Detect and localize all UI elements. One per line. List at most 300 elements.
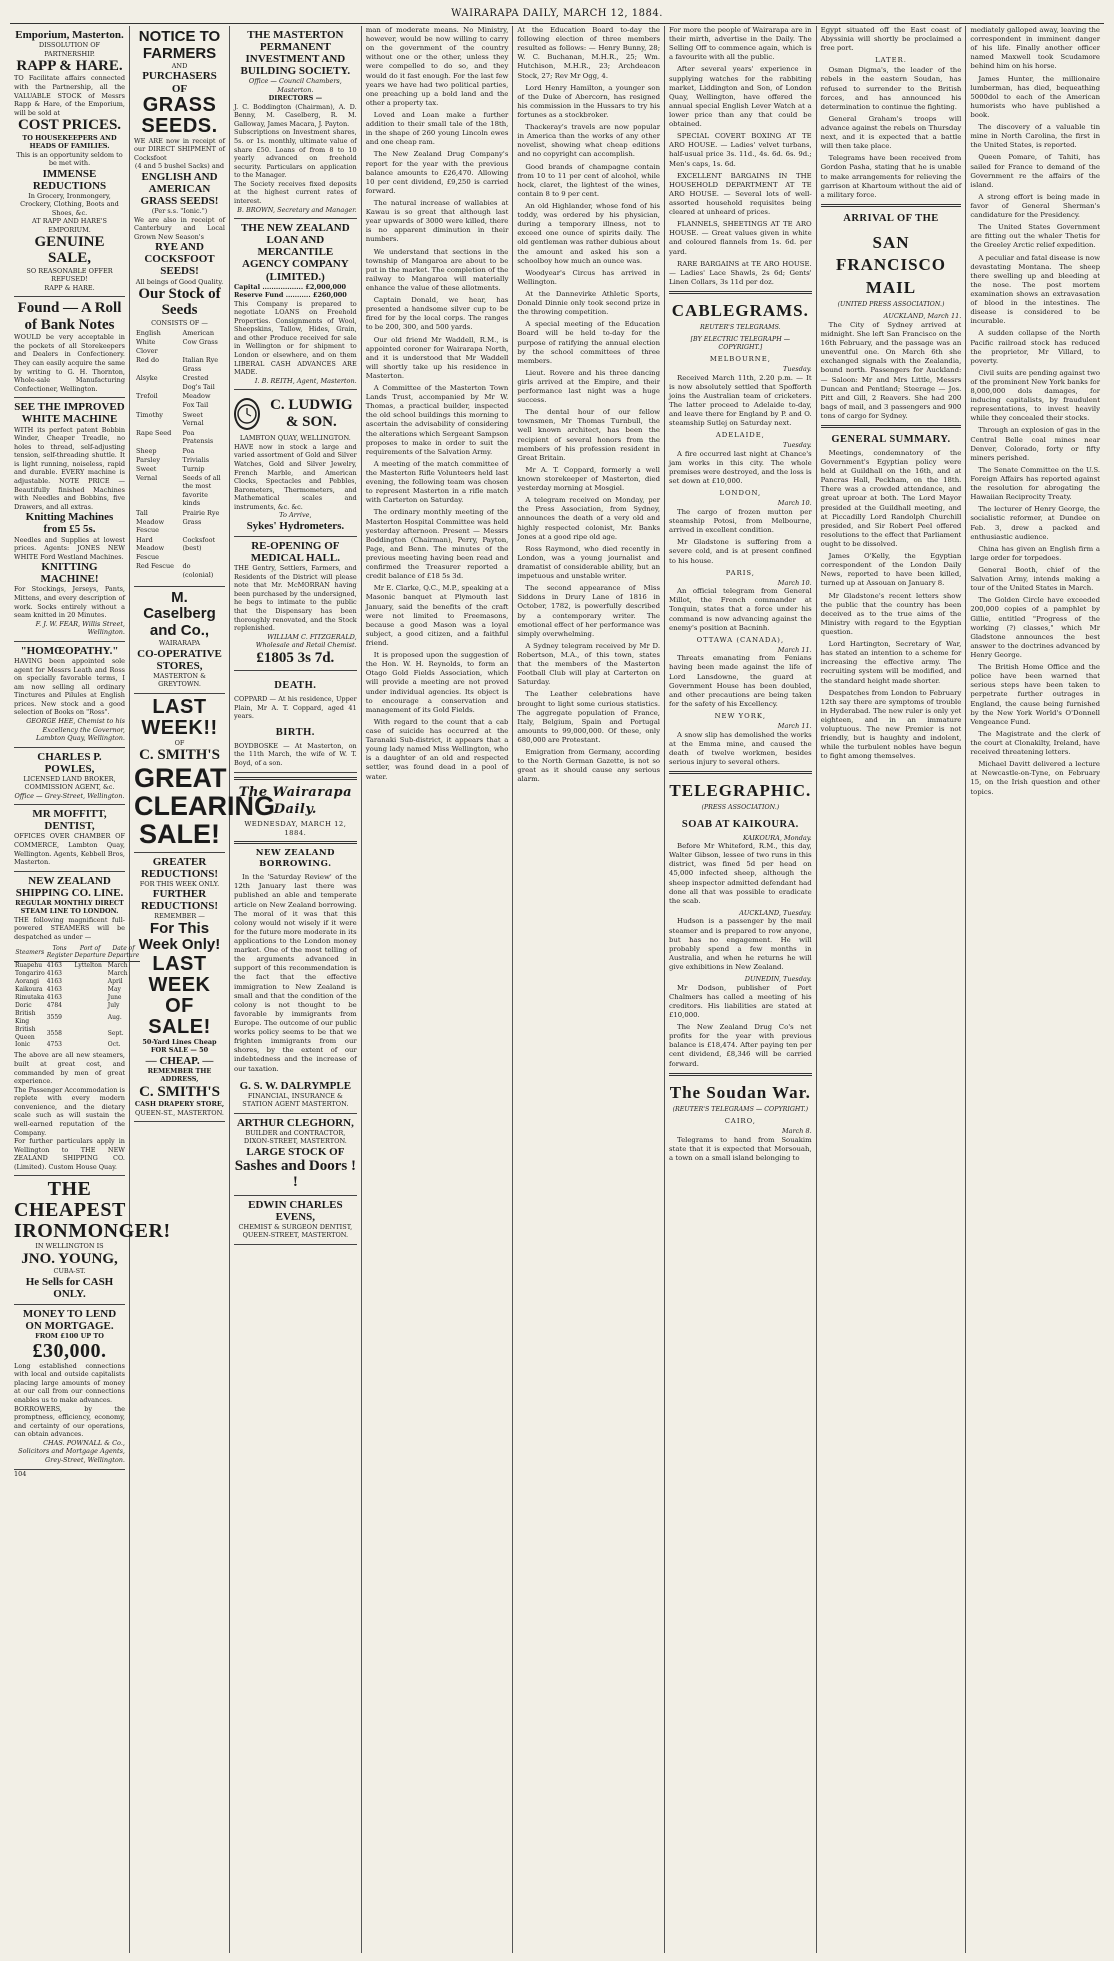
page-header xyxy=(10,8,1104,24)
london-date: March 10. xyxy=(777,499,812,508)
cairo-body: Telegrams to hand from Souakim state that it is expected that Morsouah, a town on a small island belonging to xyxy=(669,1135,812,1163)
news-para: A Committee of the Masterton Town Lands Trust, accompanied by Mr W. Thomas, a practical builder, inspected the old school buildings this morning to ascertain the advisability of considering the alterations which Sergeant Sampson proposes to make in order to suit the requirements of the Salvation Army. xyxy=(365,384,509,456)
cash-drapery: CASH DRAPERY STORE, xyxy=(134,1100,225,1109)
news-para: Queen Pomare, of Tahiti, has sailed for France to demand of the Government re the affairs of the island. xyxy=(970,153,1101,189)
adelaide: ADELAIDE, xyxy=(715,431,765,440)
jno-young: JNO. YOUNG, xyxy=(21,1250,118,1267)
column-2 xyxy=(130,26,275,1953)
list-item: Sweet Vernal xyxy=(136,465,158,482)
cleghorn-title: ARTHUR CLEGHORN, xyxy=(236,1116,354,1129)
news-para: After several years' experience in supplying watches for the rabbiting market, Liddington and Son, of London Quay, Wellington, have offered the annual special English Lever Watch at a lower price than any that could be obtained. xyxy=(669,65,812,129)
gs-body-3: Mr Gladstone's recent letters show the public that the country has been deceived as to the true aims of the Ministry with regard to the Egyptian question. xyxy=(820,591,962,637)
last-week: LAST WEEK!! xyxy=(141,695,218,739)
complete: We are also in receipt of Canterbury and Local Grown New Season's xyxy=(134,215,225,241)
table-cell: March xyxy=(107,962,128,970)
list-item: Italian Rye Grass xyxy=(182,356,219,373)
rye: RYE AND COCKSFOOT SEEDS! xyxy=(144,241,215,278)
table-cell xyxy=(73,1010,106,1026)
ludwig-to-arrive: To Arrive, xyxy=(279,511,312,520)
list-item: Poa Pratensis xyxy=(182,428,214,446)
news-para: A Sydney telegram received by Mr D. Robertson, M.A., of this town, states that the members of the Masterton Football Club will play at Carterton on Saturday. xyxy=(517,641,661,687)
dissolution: DISSOLUTION OF PARTNERSHIP. xyxy=(38,41,101,58)
ludwig-ad xyxy=(234,390,357,537)
th-date: Date of Departure xyxy=(107,944,140,962)
list-item: Trefoil xyxy=(136,392,158,401)
remnants: 50-Yard Lines Cheap FOR SALE — 50 xyxy=(142,1037,217,1055)
table-cell: April xyxy=(107,978,123,986)
young-ad xyxy=(14,1176,171,1305)
remember: REMEMBER — xyxy=(154,912,205,921)
cleghorn-sub: BUILDER and CONTRACTOR, DIXON-STREET, MASTERTON. xyxy=(243,1128,347,1146)
pear-sig: F. J. W. FEAR, Willis Street, Wellington. xyxy=(35,619,125,637)
list-item: Red Fescue xyxy=(136,562,174,571)
paris-body: An official telegram from General Millot, the French commander at Tonquin, states that a force under his command is now advancing against the enemy's position at Bacninh. xyxy=(669,587,812,632)
knitting-machine: KNITTING MACHINE! xyxy=(40,561,99,586)
list-item: Poa Trivialis xyxy=(182,446,210,464)
table-cell: 4163 xyxy=(46,986,62,994)
ottawa: OTTAWA (CANADA), xyxy=(696,635,785,644)
list-item: Hard Meadow Fescue xyxy=(136,535,165,561)
shipping-note: The above are all new steamers, built at great cost, and commanded by men of great experience. xyxy=(14,1051,125,1086)
news-para: The United States Government are fitting out the whaler Thetis for the Greeley Arctic relief expedition. xyxy=(970,223,1101,250)
column-7 xyxy=(817,26,967,1953)
news-para: Egypt situated off the East coast of Abyssinia will shortly be proclaimed a free port. xyxy=(820,26,962,53)
death-body: COPPARD — At his residence, Upper Plain, Mr A. T. Coppard, aged 41 years. xyxy=(234,695,357,721)
table-cell: July xyxy=(107,1001,120,1009)
nzlmc-body: This Company is prepared to negotiate LOANS on Freehold Properties. Consignments of Wool, Sheepskins, Tallow, Hides, Grain, and other Produce received for sale in Wellington or for shipment to London or elsewhere, and on them LIBERAL CASH ADVANCES ARE MADE. xyxy=(234,299,357,377)
adelaide-day: Tuesday. xyxy=(783,441,812,450)
rapp-hare-sig: RAPP & HARE. xyxy=(44,283,95,292)
melbourne-body: Received March 11th, 2.20 p.m. — It is now absolutely settled that Spofforth joins the Australian team of cricketers. The latter proceed to Adelaide to-day, and leave there for England by P. and O. steamship Sutlej on Saturday next. xyxy=(669,373,812,428)
pbi-sig: B. BROWN, Secretary and Manager. xyxy=(237,205,357,214)
news-para: With regard to the count that a cab case of suicide has occurred at the Taranaki Sub-district, it appears that a young lady named Miss Wellington, who is a daughter of an old and respected settler, was found dead in a pool of water. xyxy=(365,717,509,781)
powles-sub: LICENSED LAND BROKER, COMMISSION AGENT, &c. xyxy=(23,774,116,792)
sykes: Sykes' Hydrometers. xyxy=(246,519,345,532)
column-6 xyxy=(665,26,817,1953)
london: LONDON, xyxy=(719,489,762,498)
cheap: — CHEAP. — xyxy=(145,1054,214,1067)
cocksfoot-note: (4 and 5 bushel Sacks) and xyxy=(134,162,225,171)
seed-list xyxy=(134,327,225,581)
money-title: MONEY TO LEND ON MORTGAGE. xyxy=(22,1308,117,1333)
list-item: Meadow Fox Tail xyxy=(182,392,211,410)
shipping-passenger: The Passenger Accommodation is replete with every modern convenience, and the dietary scale such as will sustain the well-earned reputation of the Company. xyxy=(14,1085,125,1137)
table-cell: Ionic xyxy=(15,1041,31,1049)
table-cell: Ruapehu xyxy=(15,962,43,970)
borrowers: BORROWERS, by the promptness, efficiency, economy, and certainty of our operations, can obtain advances. xyxy=(14,1404,125,1439)
notice-farmers-ad xyxy=(134,26,225,587)
notice-title: NOTICE TO FARMERS xyxy=(138,28,221,62)
powles-ad xyxy=(14,748,125,806)
capital: Capital .................. £2,000,000 xyxy=(234,282,347,291)
table-row xyxy=(14,1041,140,1049)
moffitt-body: OFFICES OVER CHAMBER OF COMMERCE, Lambton Quay, Wellington. Agents, Kebbell Bros, Masterton. xyxy=(14,832,125,867)
table-row xyxy=(14,986,140,994)
clearing: CLEARING xyxy=(134,790,275,821)
notices xyxy=(234,671,357,772)
and: AND xyxy=(171,62,188,70)
homoeopathy-ad xyxy=(14,642,125,748)
nzlmc-title: THE NEW ZEALAND LOAN AND MERCANTILE AGENCY COMPANY (LIMITED.) xyxy=(241,222,350,283)
list-item: Tall Meadow Fescue xyxy=(136,508,165,535)
ludwig-title: C. LUDWIG & SON. xyxy=(270,397,353,430)
cooperative: CO-OPERATIVE STORES, xyxy=(137,647,222,672)
table-cell: 4163 xyxy=(46,962,62,970)
purchasers: PURCHASERS OF xyxy=(142,70,217,95)
news-para: For more the people of Wairarapa are in their mirth, advertise in the Daily. The Selling Off to commence again, which is a favourite with all the public. xyxy=(669,26,812,62)
news-para: At the Dannevirke Athletic Sports, Donald Dinnie only took second prize in the throwing competition. xyxy=(517,289,661,317)
table-cell: Doric xyxy=(15,1001,32,1009)
immense-body: In Grocery, Ironmongery, Crockery, Clothing, Boots and Shoes, &c. xyxy=(20,191,119,217)
table-cell: British Queen xyxy=(15,1025,36,1041)
news-para: RARE BARGAINS at TE ARO HOUSE. — Ladies' Lace Shawls, 2s 6d; Gents' Linen Collars, 3s 11d per doz. xyxy=(669,259,812,286)
queen-st: QUEEN-ST., MASTERTON. xyxy=(135,1108,224,1117)
paris: PARIS, xyxy=(725,568,755,577)
cairo-date: March 8. xyxy=(781,1127,812,1136)
dalrymple-ad xyxy=(234,1077,357,1114)
news-para: Good brands of champagne contain from 10 to 11 per cent of alcohol, while hock, claret, the lightest of the wines, contain 8 to 9 per cent. xyxy=(517,162,661,198)
general-summary: GENERAL SUMMARY. xyxy=(831,434,951,446)
dunedin-body-2: The New Zealand Drug Co's net profits for the year with previous balance is £18,474. After paying ten per cent dividend, £8,346 will be carried forward. xyxy=(669,1023,812,1068)
th-tons: Tons Register xyxy=(46,944,74,962)
column-5 xyxy=(513,26,665,1953)
news-para: The New Zealand Drug Company's report for the year with the previous balance amounts to £26,470. Allowing 10 per cent dividend, £9,250 is carried forward. xyxy=(365,150,509,195)
table-cell: 4784 xyxy=(46,1001,62,1009)
table-row xyxy=(14,1026,140,1042)
new-york-date: March 11. xyxy=(777,721,812,730)
gs-body-5: Despatches from London to February 12th say there are symptoms of trouble in Hyderabad. The new ruler is only yet eighteen, and in an immature voluptuous. The new Premier is not friendly, but is haughty and indolent, while the turbulent nobles have begun to fight among themselves. xyxy=(820,688,962,761)
per-ss: (Per s.s. "Ionic.") xyxy=(151,207,208,216)
table-cell: March xyxy=(107,970,128,978)
editorial-body: In the 'Saturday Review' of the 12th January last there was published an able and temperate article on New Zealand borrowing. The moral of it was that this colony would not wisely if it were for the future more moderate in its applications to the London money market. One of the most telling of the arguments advanced in support of this recommendation is the fact that the effective immigration to New Zealand is small and that the condition of the colony is not thought to be favorable by immigrants from Europe. The outcome of our public works policy seems to be that we frighten immigrants from our shores, by the extent of our indebtedness and the increase of our taxation. xyxy=(234,873,357,1073)
london-body: The cargo of frozen mutton per steamship Potosi, from Melbourne, arrived in excellent condition. xyxy=(669,508,812,535)
table-cell xyxy=(73,970,106,978)
news-para: Lord Henry Hamilton, a younger son of the Duke of Abercorn, has resigned his commission in the Hussars to try his fortunes as a stockbroker. xyxy=(517,83,661,119)
news-para: Michael Davitt delivered a lecture at Newcastle-on-Tyne, on February 15, on the Irish question and other topics. xyxy=(970,760,1101,796)
news-para: We understand that sections in the township of Mangaroa are about to be put in the market. The completion of the railway to Mangaroa will materially enhance the value of these allotments. xyxy=(365,247,509,292)
money-body: Long established connections with local and outside capitalists placing large amounts of money at our call from our connections enables us to make advances. xyxy=(14,1361,125,1404)
paper-date: WEDNESDAY, MARCH 12, 1884. xyxy=(244,819,347,837)
cablegrams-title: CABLEGRAMS. xyxy=(671,300,809,320)
news-para: The Golden Circle have exceeded 200,000 copies of a pamphlet by Gillie, entitled "Progress of the working (?) classes," which Mr Gladstone announces the best answer to the doctrines advanced by Henry George. xyxy=(970,596,1101,659)
caselberg-loc: MASTERTON & GREYTOWN. xyxy=(153,671,206,689)
ottawa-body: Threats emanating from Fenians having been made against the life of Lord Lansdowne, the guard at Government House has been doubled, and other precautions are being taken for the safety of his Excellency. xyxy=(669,654,812,708)
all-kinds: All beings of Good Quality. xyxy=(135,277,224,286)
kaikoura: KAIKOURA, Monday. xyxy=(742,833,812,842)
news-para: China has given an English firm a large order for torpedoes. xyxy=(970,544,1101,562)
rapp-body: TO Facilitate affairs connected with the Partnership, all the VALUABLE STOCK of Messrs Rapp & Hare, of the Emporium, will be sold at xyxy=(14,74,125,117)
consists: CONSISTS OF — xyxy=(151,318,208,327)
shipping-direct: REGULAR MONTHLY DIRECT STEAM LINE TO LONDON. xyxy=(15,898,124,916)
cairo: CAIRO, xyxy=(724,1117,756,1126)
cheapest: THE CHEAPEST IRONMONGER! xyxy=(14,1178,171,1243)
th-steamers: Steamers xyxy=(14,944,46,962)
news-para: EXCELLENT BARGAINS IN THE HOUSEHOLD DEPARTMENT AT TE ARO HOUSE. — Several lots of well-assorted household requisites being cleared at unheard of prices. xyxy=(669,171,812,217)
auckland: AUCKLAND, Tuesday. xyxy=(739,908,812,917)
soudan-sub: (REUTER'S TELEGRAMS — COPYRIGHT.) xyxy=(672,1106,809,1114)
death-title: DEATH. xyxy=(274,680,317,692)
gladstone: Mr Gladstone is suffering from a severe cold, and is at present confined to his house. xyxy=(669,538,812,565)
sale: SALE! xyxy=(139,819,220,850)
knitting-body: Needles and Supplies at lowest prices. Agents: JONES NEW WHITE Ford Westland Machines. xyxy=(14,535,125,561)
gs-body-4: Lord Hartington, Secretary of War, has stated an intention to a scheme for increasing the effective army. The recruiting system will be modified, and the standard height made shorter. xyxy=(820,640,962,685)
edwin-title: EDWIN CHARLES EVENS, xyxy=(248,1198,343,1223)
found-ad xyxy=(14,297,125,398)
caselberg-ad xyxy=(134,587,225,694)
table-cell: 3559 xyxy=(46,1013,62,1021)
powles-office: Office — Grey-Street, Wellington. xyxy=(14,791,125,800)
sashes: Sashes and Doors ! ! xyxy=(234,1157,356,1191)
melbourne-day: Tuesday. xyxy=(783,365,812,374)
news-para: James Hunter, the millionaire lumberman, has died, bequeathing 5000dol to each of the American humorists who have published a book. xyxy=(970,74,1101,119)
homoeopathy-sig: GEORGE HEE, Chemist to his Excellency the Governor, Lambton Quay, Wellington. xyxy=(26,717,125,743)
sf-arrival: ARRIVAL OF THE xyxy=(843,212,939,224)
news-para: A telegram received on Monday, per the Press Association, from Sydney, announces the death of a very old and highly respected colonist, Mr. Banks Jones at a good ripe old age. xyxy=(517,496,661,541)
list-item: Turnip Seeds of all the most favorite kinds xyxy=(182,465,221,508)
news-para: man of moderate means. No Ministry, however, would be now willing to carry on the government of the country without one or the other, unless they were compelled to do so, and they would do it fast enough. For the last few years we have had two political parties, one preaching up a bold land and the other a property tax. xyxy=(365,26,509,107)
news-para: A strong effort is being made in favor of General Sherman's candidature for the Presidency. xyxy=(970,192,1101,220)
paper-name: The Wairarapa Daily. xyxy=(238,784,352,817)
medical-body: THE Gentry, Settlers, Farmers, and Residents of the District will please note that Mr. McMORRAN having been purchased by the undersigned, he begs to intimate to the public that the Dispensary has been thoroughly renovated, and the Stock replenished. xyxy=(234,564,357,633)
of-sale: OF SALE! xyxy=(148,994,211,1038)
rapp-hare-ad xyxy=(14,26,125,297)
news-para: The dental hour of our fellow townsmen, Mr Thomas Turnbull, the well known architect, has been the recipient of several honors from the members of his profession resident in Great Britain. xyxy=(517,408,661,462)
ludwig-logo xyxy=(234,393,357,434)
ludwig-body: HAVE now in stock a large and varied assortment of Gold and Silver Watches, Gold and Silver Jewelry, French Marble, and American Clocks, Spectacles and Pebbles, Barometers, Thermometers, and Mathematical scales and instruments, &c. &c. xyxy=(234,442,357,511)
telegraphic-title: TELEGRAPHIC. xyxy=(669,780,812,800)
melbourne: MELBOURNE, xyxy=(709,355,771,364)
news-para: The Magistrate and the clerk of the court at Clonakilty, Ireland, have received threatening letters. xyxy=(970,729,1101,757)
directors-list: J. C. Boddington (Chairman), A. D. Benny, M. Caselberg, R. M. Galloway, James Macara, J. Payton. xyxy=(234,102,357,128)
cost-prices: COST PRICES. xyxy=(17,117,122,134)
machine-title: SEE THE IMPROVED WHITE MACHINE xyxy=(14,401,125,426)
smith-address-title: C. SMITH'S xyxy=(139,1083,220,1100)
gs-body: Meetings, condemnatory of the Government's Egyptian policy were held at Guildhall on the 16th, and at Pancras Hall, Peckham, on the 18th. There was a crowded attendance, and great uproar at both. The Lord Mayor presided at the Guildhall meeting, and at Piccadilly Lord Randolph Churchill presided, and Sir Robert Peel offered resolutions to the effect that Parliament ought to be dissolved. xyxy=(820,448,962,549)
dalrymple-title: G. S. W. DALRYMPLE xyxy=(239,1079,352,1092)
reserve: Reserve Fund ........... £260,000 xyxy=(234,291,347,300)
list-item: Crested Dog's Tail xyxy=(182,374,215,391)
table-cell: May xyxy=(107,986,121,994)
birth-title: BIRTH. xyxy=(275,726,315,738)
news-para: The lecturer of Henry George, the socialistic reformer, at Dundee on Feb. 3, drew a packed and enthusiastic audience. xyxy=(970,505,1101,541)
table-cell xyxy=(73,1041,106,1049)
knitting: Knitting Machines from £5 5s. xyxy=(25,511,114,536)
table-cell: 4163 xyxy=(46,978,62,986)
ludwig-sub: LAMBTON QUAY, WELLINGTON. xyxy=(239,434,351,443)
table-row xyxy=(14,978,140,986)
news-para: Telegrams have been received from Gordon Pasha, stating that he is unable to make arrangements for relieving the garrison at Khartoum without the aid of a military force. xyxy=(820,154,962,199)
sf-mail: SAN FRANCISCO MAIL xyxy=(835,232,947,297)
news-para: Loved and Loan make a further addition to their small tale of the 18th, in the shape of 260 young Lincoln ewes and one cheap ram. xyxy=(365,110,509,147)
cash-only: He Sells for CASH ONLY. xyxy=(25,1275,114,1300)
table-cell xyxy=(73,994,106,1002)
pbi-meets: The Society receives fixed deposits at the highest current rates of interest. xyxy=(234,179,357,206)
great: GREAT xyxy=(134,762,227,793)
money-ad xyxy=(14,1305,125,1470)
news-para: An old Highlander, whose fond of his toddy, was ordered by his physician, during a temporary illness, not to exceed one ounce of spirits daily. The old gentleman was rather dubious about the amount and asked his son a schoolboy how much an ounce was. xyxy=(517,201,661,265)
english-american: ENGLISH AND AMERICAN GRASS SEEDS! xyxy=(140,170,219,207)
auckland-body: Hudson is a passenger by the mail steamer and is prepared to row anyone, but has no engagement. He will probably spend a few months in Australia, and when he returns he will give exhibitions in New Zealand. xyxy=(669,917,812,972)
news-para: The discovery of a valuable tin mine in North Carolina, the first in the United States, is reported. xyxy=(970,123,1101,150)
news-para: Civil suits are pending against two of the prominent New York banks for 8,000,000 dols damages, for inducing capitalists, by fraudulent representations, to invest heavily while they concealed their stocks. xyxy=(970,368,1101,423)
news-para: Osman Digma's, the leader of the rebels in the eastern Soudan, has refused to surrender to the British forces, and has announced his determination to continue the fighting. xyxy=(820,66,962,111)
news-para: FLANNELS, SHEETINGS AT TE ARO HOUSE. — Great values given in white and coloured flannels from 1s. 6d. per yard. xyxy=(669,220,812,256)
c-smith: C. SMITH'S xyxy=(139,747,220,764)
list-item: Sweet Vernal xyxy=(182,410,204,428)
machine-body: WITH its perfect patent Bobbin Winder, Cheaper Treadle, no holes to thread, self-adjusting tension, self-threading shuttle. It is light running, noiseless, rapid and durable. EVERY machine is adjustable. NOTE PRICE — Beautifully finished Machines with Needles and Bobbins, five Drawers, and all extras. xyxy=(14,425,125,511)
table-cell: Aorangi xyxy=(15,978,40,986)
remember-address: REMEMBER THE ADDRESS, xyxy=(147,1066,212,1084)
table-cell: Sept. xyxy=(107,1029,124,1037)
knitting-machine-body: For Stockings, Jerseys, Pants, Mittens, and every description of work. Socks entirely without a seam knitted in 20 Minutes. xyxy=(14,585,125,620)
news-para: The Leather celebrations have brought to light some curious statistics. The aggregate population of France, Italy, Belgium, Spain and Portugal amounts to 99,000,000. Of these, only 680,000 are Protestant. xyxy=(517,690,661,744)
table-cell: Aug. xyxy=(107,1013,122,1021)
ottawa-date: March 11. xyxy=(777,645,812,654)
edwin-sub: CHEMIST & SURGEON DENTIST, QUEEN-STREET, MASTERTON. xyxy=(238,1222,353,1240)
nzlmc-ad xyxy=(234,219,357,390)
news-para: Woodyear's Circus has arrived in Wellington. xyxy=(517,268,661,286)
this-week-only: For This Week Only! xyxy=(138,919,221,954)
adelaide-body: A fire occurred last night at Chance's jam works in this city. The whole premises were destroyed, and the loss is set down at £10,000. xyxy=(669,450,812,486)
nzlmc-sig: I. B. REITH, Agent, Masterton. xyxy=(254,376,357,385)
gs-body-2: James O'Kelly, the Egyptian correspondent of the London Daily News, reported to have been killed, turned up at Assouan on January 8. xyxy=(820,552,962,588)
steamers-table xyxy=(14,944,140,1050)
medical-title: RE-OPENING OF MEDICAL HALL. xyxy=(250,539,340,565)
money-range: FROM £100 UP TO xyxy=(35,1332,104,1341)
large-stock: LARGE STOCK OF xyxy=(246,1145,345,1158)
new-york: NEW YORK, xyxy=(714,711,767,720)
table-cell: Lyttelton xyxy=(74,962,102,970)
soudan-title: The Soudan War. xyxy=(669,1082,811,1102)
news-para: Lieut. Rovere and his three dancing girls arrived at the Empire, and their performance last night was a huge success. xyxy=(517,368,661,405)
edwin-ad xyxy=(234,1196,357,1245)
table-cell: 4753 xyxy=(46,1041,62,1049)
our-stock: Our Stock of Seeds xyxy=(138,285,221,319)
money-amount: £30,000. xyxy=(32,1339,107,1362)
page-ref: 104 xyxy=(14,1469,27,1478)
editorial-title: NEW ZEALAND BORROWING. xyxy=(255,847,335,870)
cleghorn-ad xyxy=(234,1114,357,1196)
news-para: Through an explosion of gas in the Central Belle coal mines near Denver, Colorado, forty or fifty miners perished. xyxy=(970,426,1101,462)
news-para: The ordinary monthly meeting of the Masterton Hospital Committee was held yesterday afternoon. Present — Messrs Boddington (Chairman), Perry, Payton, Page, and Benn. The minutes of the previous meeting having been read and confirmed the Treasurer reported a credit balance of £18 5s 3d. xyxy=(365,508,509,581)
list-item: Prairie Rye Grass xyxy=(182,508,220,526)
dunedin-body: Mr Dodson, publisher of Port Chalmers has called a meeting of his creditors. His liabilities are stated at £10,000. xyxy=(669,983,812,1020)
table-cell: 4163 xyxy=(46,970,62,978)
table-cell: June xyxy=(107,994,122,1001)
wairarapa: WAIRARAPA xyxy=(158,639,201,648)
sf-body: The City of Sydney arrived at midnight. She left San Francisco on the 16th February, and the passage was an uneventful one. On March 6th she exchanged signals with the Zealandia, bound north. Passengers for Auckland: — Saloon: Mr and Mrs Little, Messrs Duncan and Pentland; Steerage — Jos. Pitt and Gill, 2 Reavers. She had 200 bags of mail, and 3 passengers and 900 tons of cargo for Sydney. xyxy=(820,320,962,420)
found-title: Found — A Roll of Bank Notes xyxy=(17,300,122,333)
table-cell xyxy=(73,978,106,986)
medical-ad xyxy=(234,537,357,671)
we-are: WE ARE now in receipt of our DIRECT SHIPMENT of Cocksfoot xyxy=(134,136,225,162)
last-week-of: LAST WEEK xyxy=(148,952,211,996)
moffitt-title: MR MOFFITT, DENTIST, xyxy=(32,808,107,833)
news-para: General Graham's troops will advance against the rebels on Thursday next, and it is expected that a battle will then take place. xyxy=(820,114,962,151)
kaikoura-body: Before Mr Whiteford, R.M., this day, Walter Gibson, lessee of two runs in this district, was fined 5d per head on 45,000 infected sheep, although the sheep inspector admitted defendant had done all that was possible to eradicate the scab. xyxy=(669,842,812,905)
shipping-contact: For further particulars apply in Wellington to THE NEW ZEALAND SHIPPING CO. (Limited). Custom House Quay. xyxy=(14,1137,125,1171)
smith-sale-ad xyxy=(134,694,275,1122)
rapp-hare: RAPP & HARE. xyxy=(16,57,123,74)
pbi-title: THE MASTERTON PERMANENT INVESTMENT AND BUILDING SOCIETY. xyxy=(240,29,351,78)
column-3 xyxy=(230,26,362,1953)
genuine-sale: GENUINE SALE, xyxy=(34,233,105,267)
news-para: The natural increase of wallabies at Kawau is so great that although last year upwards of 3000 were killed, there is no apparent diminution in their numbers. xyxy=(365,198,509,244)
table-cell: 4163 xyxy=(46,994,62,1001)
price: £1805 3s 7d. xyxy=(256,649,335,666)
table-cell xyxy=(73,1002,106,1010)
at-rapp: AT RAPP AND HARE'S EMPORIUM. xyxy=(31,217,108,234)
pbi-office: Office — Council Chambers, Masterton. xyxy=(248,77,342,94)
news-para: A peculiar and fatal disease is now devastating Montana. The sheep there swelling up and bleeding at the nose. The post mortem examination shows an extravasation of blood in the intestines. The disease is considered to be incurable. xyxy=(970,253,1101,326)
news-para: Our old friend Mr Waddell, R.M., is appointed coroner for Wairarapa North, and it is understood that Mr Waddell will shortly take up his residence in Masterton. xyxy=(365,335,509,380)
for-this-week: FOR THIS WEEK ONLY. xyxy=(139,879,220,888)
later: LATER. xyxy=(875,56,907,65)
reasonable: SO REASONABLE OFFER REFUSED! xyxy=(26,266,113,284)
cuba-st: CUBA-ST. xyxy=(53,1267,86,1276)
powles-title: CHARLES P. POWLES, xyxy=(37,750,102,775)
table-cell: 3558 xyxy=(46,1029,62,1037)
immense: IMMENSE REDUCTIONS xyxy=(32,167,107,192)
shipping-ad xyxy=(14,872,140,1177)
birth-body: BOYDBOSKE — At Masterton, on the 11th March, the wife of W. T. Boyd, of a son. xyxy=(234,741,357,767)
news-para: It is proposed upon the suggestion of the Hon. W. H. Reynolds, to form an Otago Gold Fields Association, which will provide a meeting are not proved under individual agencies. Its object is to encourage a conservation and management of its Gold Fields. xyxy=(365,651,509,714)
copyright: [BY ELECTRIC TELEGRAPH — COPYRIGHT.] xyxy=(690,335,791,351)
dunedin: DUNEDIN, Tuesday. xyxy=(744,975,812,984)
paris-date: March 10. xyxy=(777,578,812,587)
news-para: Emigration from Germany, according to the North German Gazette, is not so great as it should cause any serious alarm. xyxy=(517,748,661,784)
table-row xyxy=(14,994,140,1002)
table-row xyxy=(14,1002,140,1010)
directors: DIRECTORS — xyxy=(268,94,323,103)
machine-ad xyxy=(14,398,125,642)
found-body: WOULD be very acceptable in the pockets of all Storekeepers and Dealers in Confectionery. They can easily acquire the same by writing to G. H. Thornton, Whole-sale Manufacturing Confectioner, Wellington. xyxy=(14,333,125,393)
table-row xyxy=(14,1010,140,1026)
in-wellington: IN WELLINGTON IS xyxy=(35,1242,104,1251)
grass-seeds: GRASS SEEDS. xyxy=(141,93,218,137)
columns xyxy=(10,26,1104,1953)
further: FURTHER REDUCTIONS! xyxy=(140,888,218,913)
news-para: The British Home Office and the police have been warned that serious steps have been taken to perpetrate further outrages in England, the cause being furnished by the New York World's O'Donnell Vengeance Fund. xyxy=(970,663,1101,726)
table-cell: Tongariro xyxy=(15,970,45,978)
caselberg-title: M. Caselberg and Co., xyxy=(143,588,216,639)
shipping-body: THE following magnificent full-powered STEAMERS will be despatched as under — xyxy=(14,915,125,941)
pbi-body: Subscriptions on Investment shares, 5s. or 1s. monthly, ultimate value of share £50. Loans of from 8 to 10 yearly advanced on freehold security. Particulars on application to the Manager. xyxy=(234,128,357,180)
news-para: Ross Raymond, who died recently in London, was a young journalist and dramatist of considerable ability, but an impetuous and unstable writer. xyxy=(517,544,661,581)
emporium-title: Emporium, Masterton. xyxy=(15,29,124,41)
list-item: Red do xyxy=(136,356,160,365)
money-sig: CHAS. POWNALL & Co., Solicitors and Mortgage Agents, Grey-Street, Wellington. xyxy=(18,1438,125,1464)
news-para: The second appearance of Miss Siddons in Drury Lane of 1816 in October, 1782, is powerfully described by a contemporary writer. The emotional effect of her performance was simply overwhelming. xyxy=(517,584,661,638)
press-assoc: (PRESS ASSOCIATION.) xyxy=(701,804,780,812)
news-para: Mr E. Clarke, Q.C., M.P., speaking at a Masonic banquet at Plymouth last January, said the benefits of the craft were not limited to Freemasons, because a good Mason was a loyal subject, a good citizen, and a faithful friend. xyxy=(365,584,509,647)
table-cell: British King xyxy=(15,1009,36,1025)
paper-masthead xyxy=(234,777,357,844)
news-para: General Booth, chief of the Salvation Army, intends making a tour of the United States in March. xyxy=(970,566,1101,593)
table-cell xyxy=(73,1026,106,1042)
of: OF xyxy=(174,738,185,747)
list-item: English White Clover xyxy=(136,329,161,355)
news-para: mediately galloped away, leaving the correspondent in imminent danger of his life. Finally another officer named Maxwell took Scudamore behind him on his horse. xyxy=(970,26,1101,71)
page-header-title: WAIRARAPA DAILY, MARCH 12, 1884. xyxy=(451,8,663,19)
news-para: A special meeting of the Education Board will be held to-day for the purpose of ratifying the annual election by the school committees of three members. xyxy=(517,320,661,365)
news-para: SPECIAL COVERT BOXING AT TE ARO HOUSE. — Ladies' velvet turbans, half-usual price 3s. 11d., 4s. 6d. 6s. 9d.; Men's caps, 1s. 6d. xyxy=(669,132,812,168)
table-cell: Kaikoura xyxy=(15,986,43,994)
greater: GREATER REDUCTIONS! xyxy=(140,855,218,880)
shipping-title: NEW ZEALAND SHIPPING CO. LINE. xyxy=(15,874,124,899)
th-port: Port of Departure xyxy=(73,944,106,962)
news-para: Thackeray's travels are now popular in America than the works of any other novelist, showing what cheap editions and no copyright can accomplish. xyxy=(517,123,661,159)
